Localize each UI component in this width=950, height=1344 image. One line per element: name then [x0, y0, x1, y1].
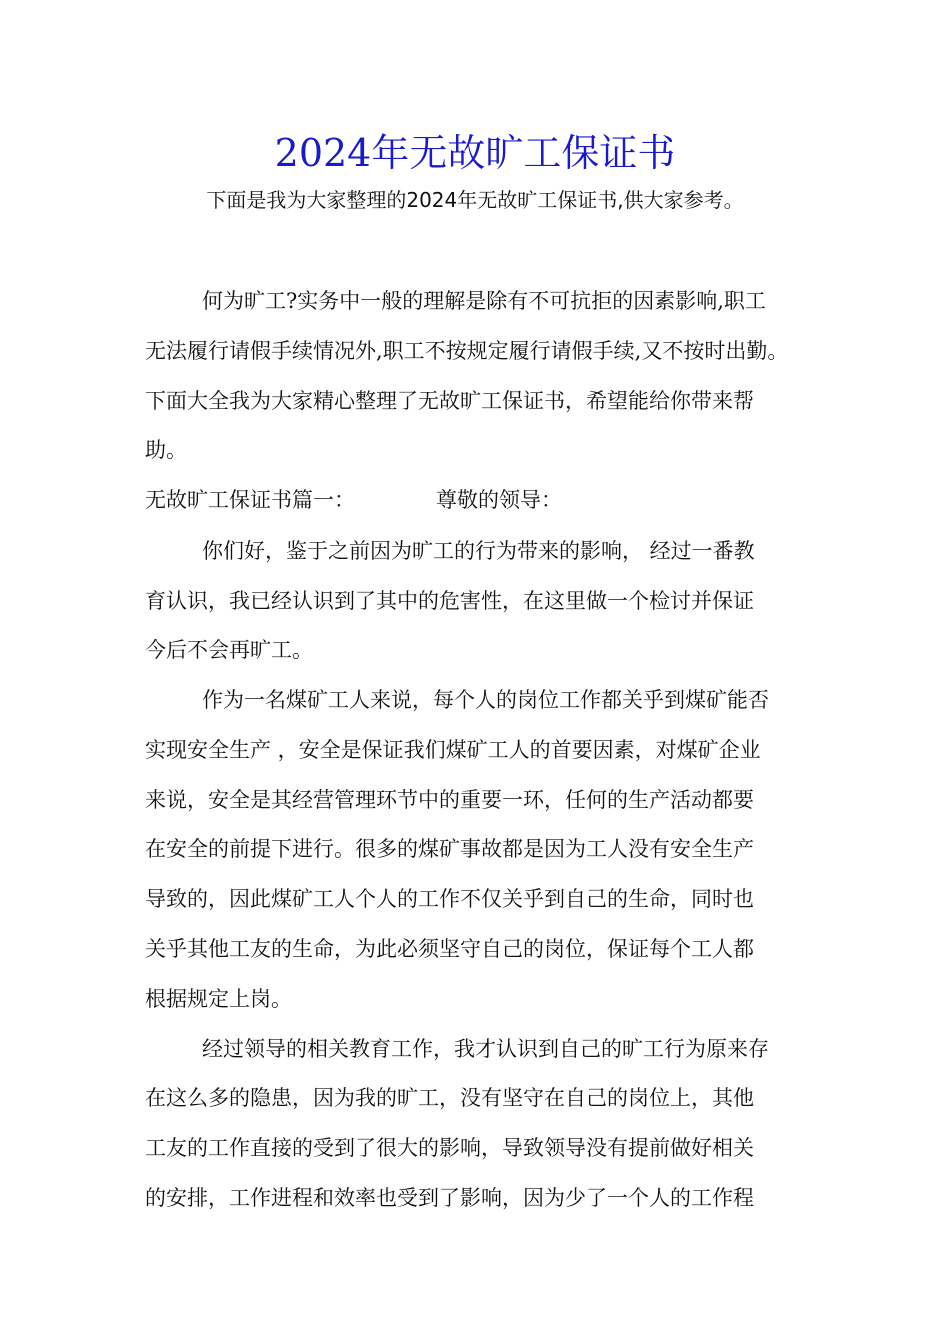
paragraph-line: 来说，安全是其经营管理环节中的重要一环，任何的生产活动都要: [145, 788, 754, 812]
paragraph-line: 经过领导的相关教育工作，我才认识到自己的旷工行为原来存: [202, 1037, 769, 1061]
paragraph-line: 今后不会再旷工。: [145, 638, 313, 662]
paragraph-line: 根据规定上岗。: [145, 987, 292, 1011]
paragraph-line: 你们好，鉴于之前因为旷工的行为带来的影响， 经过一番教: [202, 539, 755, 563]
paragraph-line: 的安排，工作进程和效率也受到了影响，因为少了一个人的工作程: [145, 1186, 754, 1210]
document-subtitle: 下面是我为大家整理的2024年无故旷工保证书,供大家参考。: [206, 188, 744, 212]
section-heading: 无故旷工保证书篇一：: [145, 488, 355, 512]
paragraph-line: 工友的工作直接的受到了很大的影响，导致领导没有提前做好相关: [145, 1136, 754, 1160]
paragraph-line: 实现安全生产 ，安全是保证我们煤矿工人的首要因素，对煤矿企业: [145, 738, 761, 762]
intro-line: 何为旷工?实务中一般的理解是除有不可抗拒的因素影响,职工: [202, 289, 766, 313]
intro-line: 无法履行请假手续情况外,职工不按规定履行请假手续,又不按时出勤。: [145, 339, 789, 363]
salutation: 尊敬的领导：: [436, 488, 562, 512]
intro-line: 助。: [145, 438, 187, 462]
paragraph-line: 育认识，我已经认识到了其中的危害性，在这里做一个检讨并保证: [145, 589, 754, 613]
paragraph-line: 关乎其他工友的生命，为此必须坚守自己的岗位，保证每个工人都: [145, 937, 754, 961]
intro-line: 下面大全我为大家精心整理了无故旷工保证书，希望能给你带来帮: [145, 389, 754, 413]
paragraph-line: 在安全的前提下进行。很多的煤矿事故都是因为工人没有安全生产: [145, 837, 754, 861]
paragraph-line: 作为一名煤矿工人来说，每个人的岗位工作都关乎到煤矿能否: [202, 688, 769, 712]
document-title: 2024年无故旷工保证书: [274, 131, 676, 175]
paragraph-line: 导致的，因此煤矿工人个人的工作不仅关乎到自己的生命，同时也: [145, 887, 754, 911]
paragraph-line: 在这么多的隐患，因为我的旷工，没有坚守在自己的岗位上，其他: [145, 1086, 754, 1110]
